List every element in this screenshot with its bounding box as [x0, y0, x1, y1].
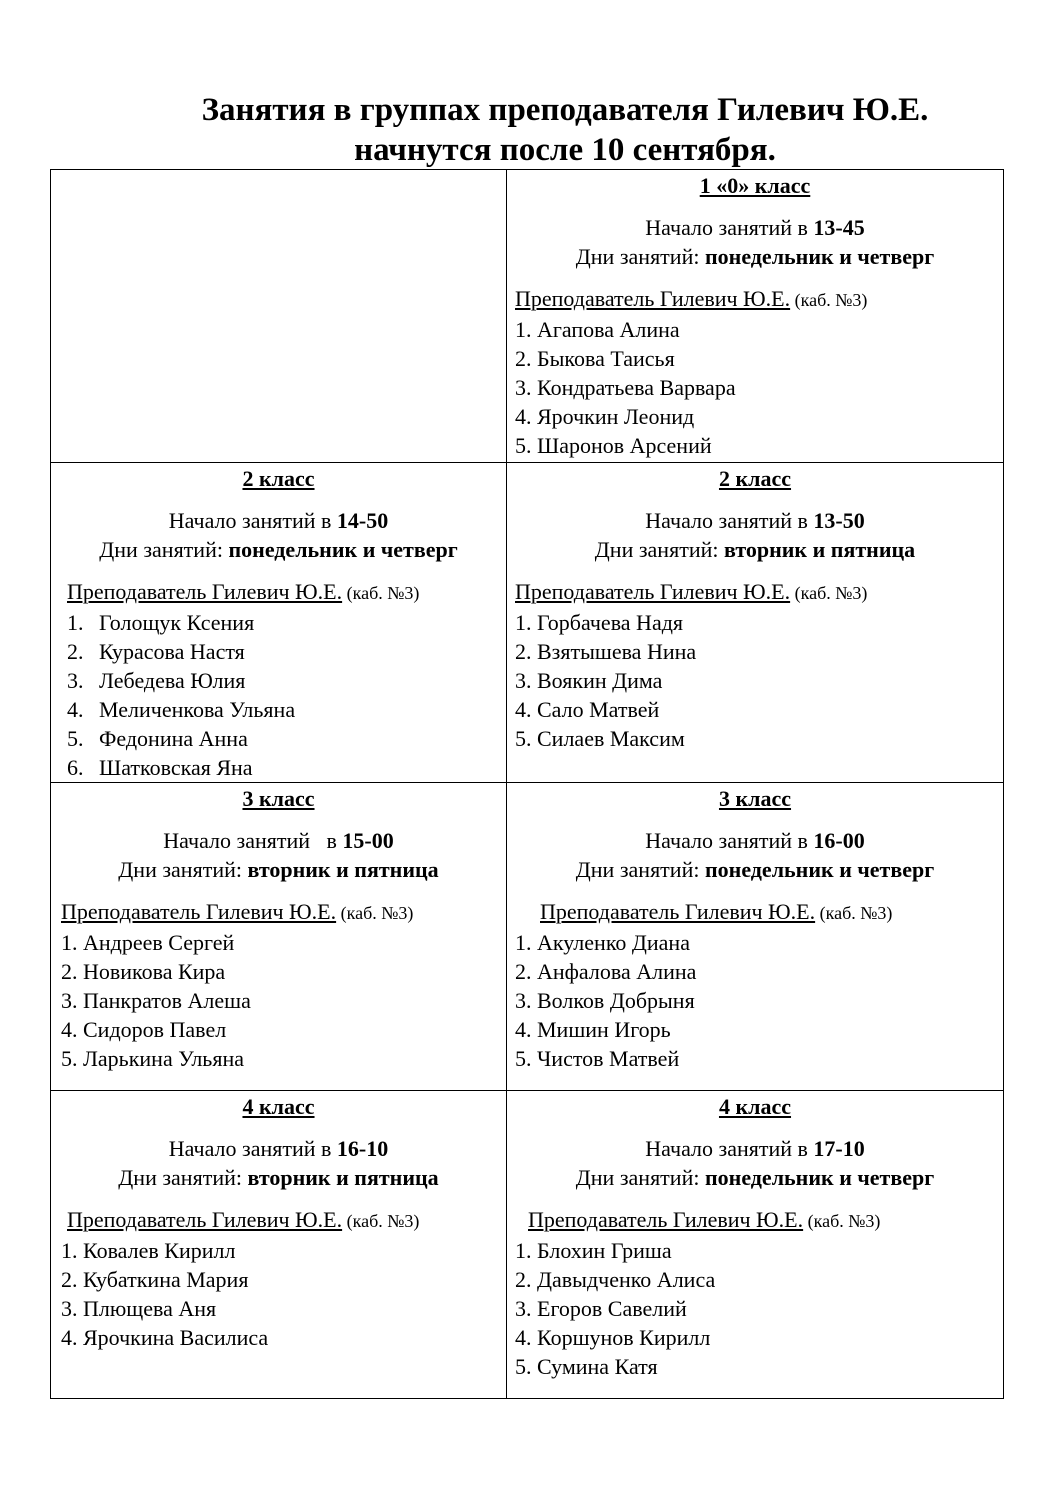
class-days: понедельник и четверг	[228, 537, 458, 562]
class-name: 3 класс	[718, 786, 792, 811]
class-days: вторник и пятница	[247, 1165, 439, 1190]
list-item: 2. Быкова Таисья	[515, 346, 675, 371]
schedule-info: Начало занятий в 15-00 Дни занятий: вторник и пятница	[118, 828, 439, 882]
list-item: 2. Курасова Настя	[67, 639, 245, 664]
group-cell-4-right	[507, 1091, 1004, 1399]
teacher-line	[507, 1205, 1003, 1236]
start-time: 15-00	[342, 828, 394, 853]
list-item: 1. Горбачева Надя	[515, 610, 684, 635]
group-cell-3-left	[51, 783, 507, 1091]
list-item: 4. Ярочкина Василиса	[61, 1325, 269, 1350]
teacher-line	[507, 577, 1003, 608]
table-row	[51, 1091, 1004, 1399]
class-name: 2 класс	[242, 466, 315, 491]
teacher-name: Преподаватель Гилевич Ю.Е.	[67, 1207, 343, 1232]
start-time: 14-50	[336, 508, 389, 533]
list-item: 2. Новикова Кира	[61, 959, 226, 984]
schedule-info: Начало занятий в 17-10 Дни занятий: понедельник и четверг	[575, 1136, 935, 1190]
teacher-line	[51, 577, 506, 608]
list-item: 4. Сало Матвей	[515, 697, 660, 722]
teacher-name: Преподаватель Гилевич Ю.Е.	[515, 286, 791, 311]
table-row	[51, 170, 1004, 463]
teacher-name: Преподаватель Гилевич Ю.Е.	[528, 1207, 804, 1232]
start-time: 17-10	[813, 1136, 865, 1161]
start-time: 16-00	[813, 828, 865, 853]
list-item: 5. Сумина Катя	[515, 1354, 658, 1379]
list-item: 5. Силаев Максим	[515, 726, 685, 751]
room-number: (каб. №3)	[342, 1211, 420, 1231]
teacher-name: Преподаватель Гилевич Ю.Е.	[515, 579, 791, 604]
list-item: 5. Чистов Матвей	[515, 1046, 680, 1071]
table-row	[51, 783, 1004, 1091]
list-item: 1. Блохин Гриша	[515, 1238, 672, 1263]
class-name: 1 «0» класс	[699, 173, 811, 198]
list-item: 2. Взятышева Нина	[515, 639, 697, 664]
list-item: 3. Плющева Аня	[61, 1296, 217, 1321]
student-list	[51, 928, 506, 1073]
class-days: понедельник и четверг	[704, 244, 935, 269]
list-item: 1. Акуленко Диана	[515, 930, 690, 955]
student-list	[51, 608, 506, 782]
class-days: понедельник и четверг	[704, 857, 935, 882]
teacher-line	[51, 1205, 506, 1236]
schedule-info: Начало занятий в 14-50 Дни занятий: понедельник и четверг	[99, 508, 458, 562]
list-item: 5. Шаронов Арсений	[515, 433, 712, 458]
list-item: 3. Егоров Савелий	[515, 1296, 687, 1321]
list-item: 4. Ярочкин Леонид	[515, 404, 695, 429]
student-list	[507, 608, 1003, 753]
title-line-1: Занятия в группах преподавателя Гилевич Ю.Е.	[201, 92, 929, 128]
start-time: 16-10	[336, 1136, 389, 1161]
list-item: 6. Шатковская Яна	[67, 755, 253, 780]
schedule-info: Начало занятий в 13-50 Дни занятий: вторник и пятница	[594, 508, 916, 562]
start-time: 13-50	[813, 508, 865, 533]
list-item: 3. Лебедева Юлия	[67, 668, 246, 693]
room-number: (каб. №3)	[803, 1211, 881, 1231]
teacher-name: Преподаватель Гилевич Ю.Е.	[67, 579, 343, 604]
title-line-2: начнутся после 10 сентября.	[354, 132, 776, 168]
schedule-info: Начало занятий в 13-45 Дни занятий: понедельник и четверг	[575, 215, 935, 269]
group-cell-1-0	[507, 170, 1004, 463]
class-name: 3 класс	[242, 786, 315, 811]
class-name: 4 класс	[242, 1094, 315, 1119]
list-item: 1. Ковалев Кирилл	[61, 1238, 236, 1263]
list-item: 5. Федонина Анна	[67, 726, 248, 751]
empty-cell	[51, 170, 507, 463]
schedule-info: Начало занятий в 16-10 Дни занятий: вторник и пятница	[118, 1136, 439, 1190]
group-cell-2-right	[507, 463, 1004, 783]
room-number: (каб. №3)	[790, 583, 868, 603]
class-name: 4 класс	[718, 1094, 792, 1119]
teacher-line	[51, 897, 506, 928]
student-list	[507, 315, 1003, 460]
teacher-line	[507, 284, 1003, 315]
teacher-line	[507, 897, 1003, 928]
list-item: 4. Сидоров Павел	[61, 1017, 227, 1042]
class-days: вторник и пятница	[247, 857, 439, 882]
start-time: 13-45	[813, 215, 865, 240]
list-item: 1. Голощук Ксения	[67, 610, 255, 635]
teacher-name: Преподаватель Гилевич Ю.Е.	[540, 899, 816, 924]
page-title	[0, 90, 1061, 170]
list-item: 3. Воякин Дима	[515, 668, 663, 693]
list-item: 3. Панкратов Алеша	[61, 988, 251, 1013]
class-days: понедельник и четверг	[704, 1165, 935, 1190]
table-row	[51, 463, 1004, 783]
schedule-table	[50, 169, 1004, 1399]
class-name: 2 класс	[718, 466, 792, 491]
list-item: 2. Давыдченко Алиса	[515, 1267, 716, 1292]
class-days: вторник и пятница	[723, 537, 916, 562]
group-cell-2-left	[51, 463, 507, 783]
room-number: (каб. №3)	[342, 583, 420, 603]
schedule-info: Начало занятий в 16-00 Дни занятий: понедельник и четверг	[575, 828, 935, 882]
group-cell-3-right	[507, 783, 1004, 1091]
list-item: 2. Анфалова Алина	[515, 959, 697, 984]
list-item: 3. Кондратьева Варвара	[515, 375, 736, 400]
list-item: 4. Меличенкова Ульяна	[67, 697, 296, 722]
student-list	[507, 928, 1003, 1073]
teacher-name: Преподаватель Гилевич Ю.Е.	[61, 899, 337, 924]
list-item: 1. Агапова Алина	[515, 317, 680, 342]
list-item: 3. Волков Добрыня	[515, 988, 695, 1013]
room-number: (каб. №3)	[790, 290, 868, 310]
list-item: 2. Кубаткина Мария	[61, 1267, 249, 1292]
room-number: (каб. №3)	[336, 903, 414, 923]
student-list	[507, 1236, 1003, 1381]
list-item: 1. Андреев Сергей	[61, 930, 235, 955]
list-item: 4. Мишин Игорь	[515, 1017, 671, 1042]
student-list	[51, 1236, 506, 1352]
group-cell-4-left	[51, 1091, 507, 1399]
list-item: 4. Коршунов Кирилл	[515, 1325, 711, 1350]
room-number: (каб. №3)	[815, 903, 893, 923]
list-item: 5. Ларькина Ульяна	[61, 1046, 244, 1071]
